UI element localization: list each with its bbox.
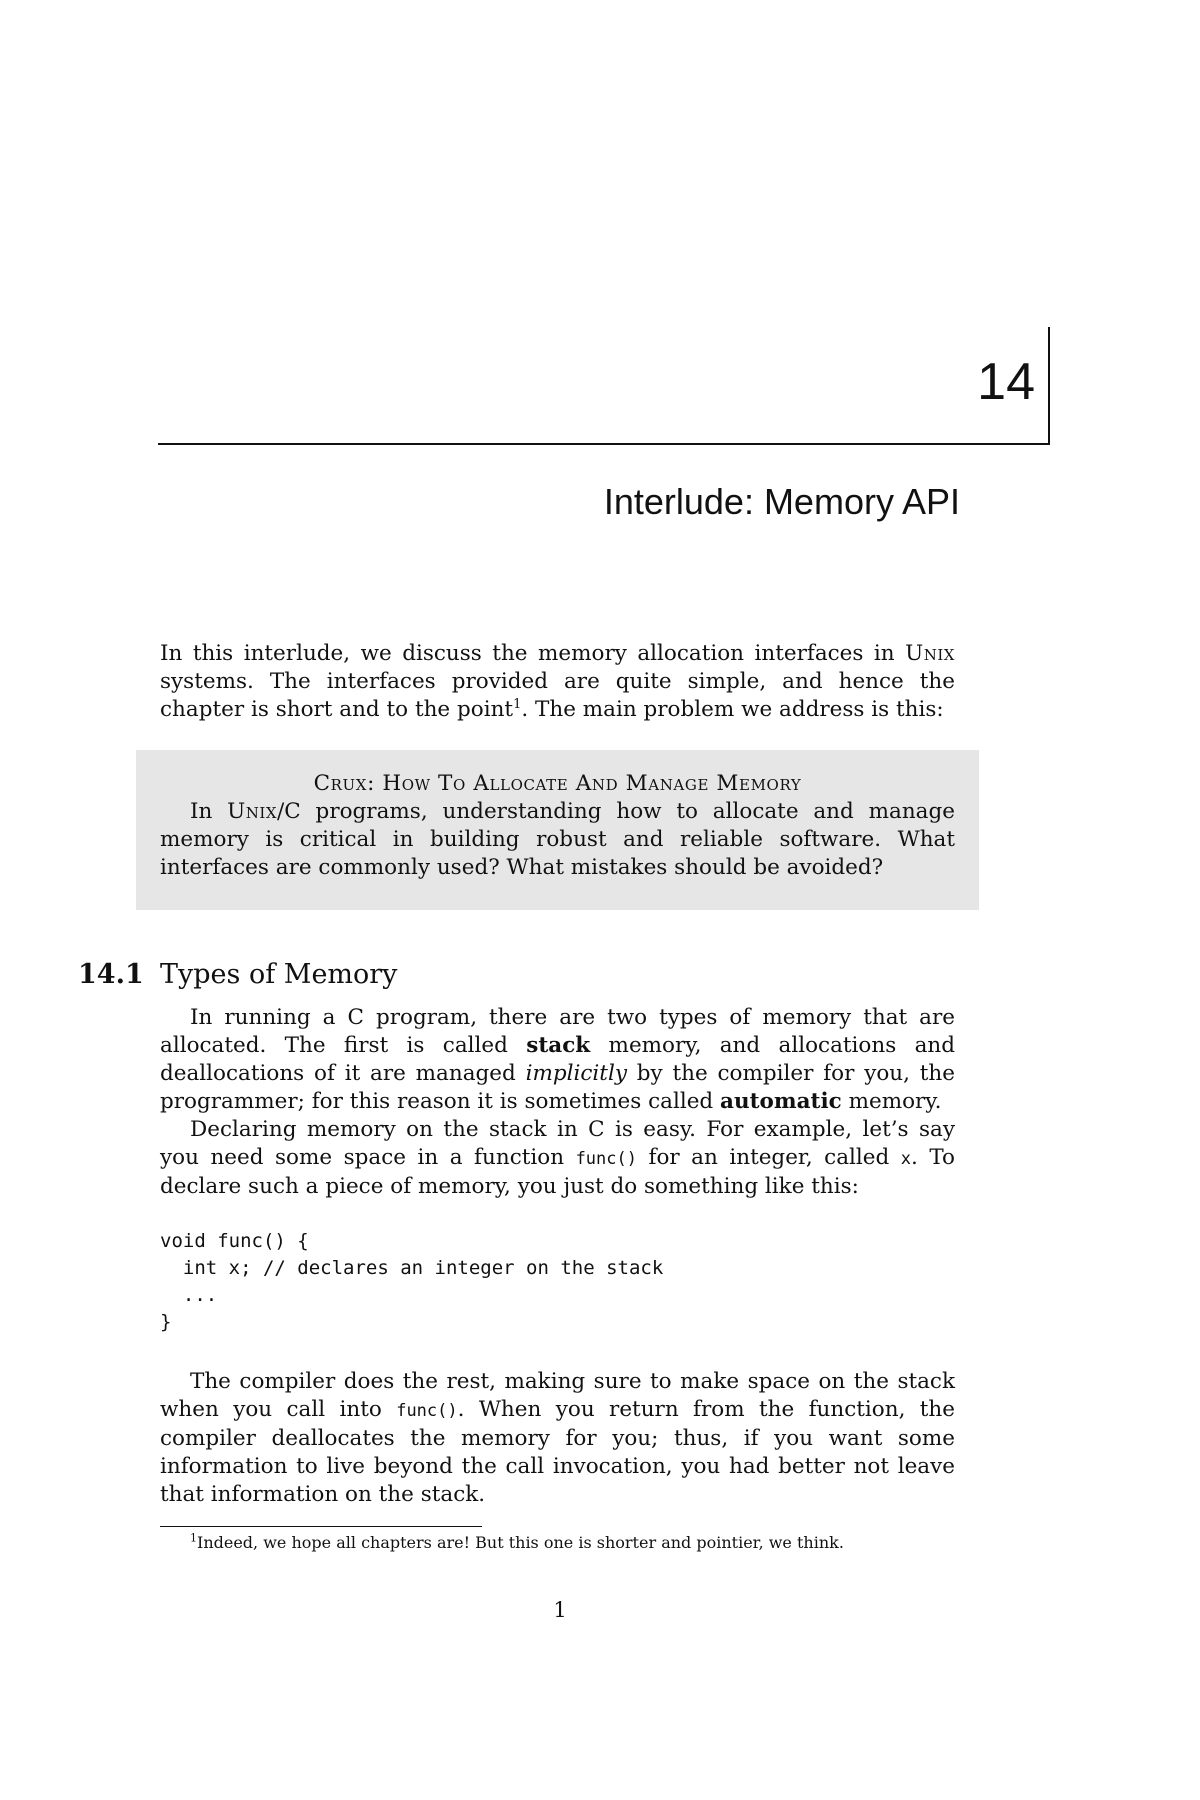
intro-text-b: systems. The interfaces provided are quite simple, and hence the chapter is short and to the point <box>160 669 955 722</box>
code-line: void func() { <box>160 1230 309 1252</box>
term-automatic: automatic <box>720 1089 842 1114</box>
code-block <box>160 1228 960 1336</box>
unix-term: Unix <box>227 799 278 824</box>
footnote-mark: 1 <box>190 1531 197 1545</box>
code-line: ... <box>160 1284 218 1306</box>
section-title: Types of Memory <box>160 959 398 990</box>
code-line: } <box>160 1311 172 1333</box>
intro-text-c: . The main problem we address is this: <box>521 697 944 722</box>
body-paragraph-1 <box>160 1004 955 1116</box>
intro-paragraph <box>160 640 955 724</box>
inline-code-func: func() <box>396 1401 458 1421</box>
body-text: by the compiler for you, the programmer; for this reason it is sometimes called <box>160 1061 955 1114</box>
body-text: memory. <box>841 1089 942 1114</box>
term-stack: stack <box>526 1033 591 1058</box>
crux-text <box>160 798 955 882</box>
footnote-reference[interactable]: 1 <box>513 696 522 712</box>
chapter-title: Interlude: Memory API <box>603 481 960 522</box>
body-text: memory, and allocations and deallocations of it are managed <box>160 1033 955 1086</box>
body-paragraph-3 <box>160 1368 955 1509</box>
footnote <box>190 1532 970 1554</box>
body-text: The compiler does the rest, making sure to make space on the stack when you call into <box>160 1369 955 1422</box>
chapter-number: 14 <box>977 353 1035 411</box>
body-text: Declaring memory on the stack in C is easy. For example, let’s say you need some space in a function <box>160 1117 955 1170</box>
footnote-rule <box>160 1526 482 1527</box>
unix-term: Unix <box>905 641 955 666</box>
crux-text-b: /C programs, understanding how to allocate and manage memory is critical in building robust and reliable software. What interfaces are commonly used? What mistakes should be avoided? <box>160 799 955 880</box>
chapter-header-vertical-rule <box>1048 327 1050 445</box>
body-text: . To declare such a piece of memory, you just do something like this: <box>160 1145 956 1199</box>
body-text: . When you return from the function, the compiler deallocates the memory for you; thus, if you want some information to live beyond the call invocation, you had better not leave that information on the stack. <box>160 1397 956 1507</box>
page-number: 1 <box>553 1598 567 1622</box>
inline-code-x: x <box>900 1149 912 1169</box>
body-text: In running a C program, there are two types of memory that are allocated. The first is called <box>160 1005 955 1058</box>
footnote-text: Indeed, we hope all chapters are! But this one is shorter and pointier, we think. <box>197 1533 844 1552</box>
code-line: int x; // declares an integer on the stack <box>160 1257 664 1279</box>
term-implicitly: implicitly <box>525 1061 627 1086</box>
body-paragraph-2 <box>160 1116 955 1201</box>
section-number: 14.1 <box>78 959 144 990</box>
intro-text-a: In this interlude, we discuss the memory allocation interfaces in <box>160 641 906 666</box>
body-text: for an integer, called <box>636 1145 901 1170</box>
crux-title: Crux: How To Allocate And Manage Memory <box>313 771 802 796</box>
inline-code-func: func() <box>575 1149 637 1169</box>
chapter-header-rule <box>158 443 1050 445</box>
crux-text-a: In <box>190 799 228 824</box>
